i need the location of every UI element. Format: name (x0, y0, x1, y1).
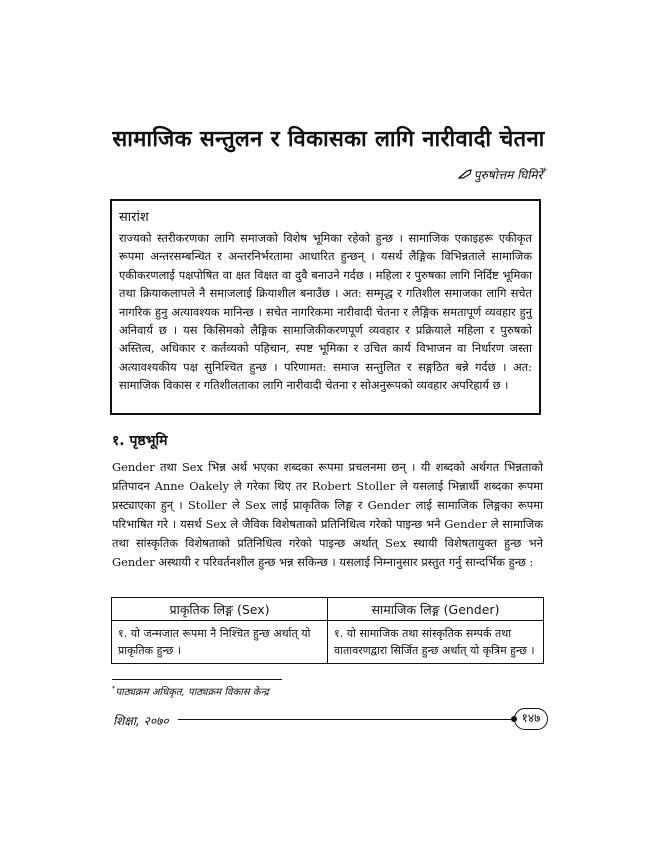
table-header-row (112, 598, 544, 621)
table-cell-gender: १. यो सामाजिक तथा सांस्कृतिक सम्पर्क तथा वातावरणद्वारा सिर्जित हुन्छ अर्थात् यो कृत्रिम हुन्छ । (328, 621, 544, 664)
footnote-text: पाठ्यक्रम अधिकृत, पाठ्यक्रम विकास केन्द्र (115, 687, 269, 698)
comparison-table (111, 597, 544, 664)
footer-rule (178, 719, 514, 720)
footnote-divider (112, 679, 282, 680)
table-row (112, 621, 544, 664)
author-name: पुरुषोत्तम घिमिरे (473, 168, 543, 182)
section-heading: १. पृष्ठभूमि (112, 433, 168, 449)
abstract-text: राज्यको स्तरीकरणका लागि समाजको विशेष भूमिका रहेको हुन्छ । सामाजिक एकाइहरू एकीकृत रूपमा अन्तरसम्बन्धित र अन्तरनिर्भरतामा आधारित हुन्छन् । यसर्थ लैङ्गिक विभिन्नताले सामाजिक एकीकरणलाई पक्षपोषित वा क्षत विक्षत वा दुवै बनाउने गर्दछ । महिला र पुरुषका लागि निर्दिष्ट भूमिका तथा क्रियाकलापले नै समाजलाई क्रियाशील बनाउँछ । अत: सम्मृद्ध र गतिशील समाजका लागि सचेत नागरिक हुनु अत्यावश्यक मानिन्छ । सचेत नागरिकमा नारीवादी चेतना र लैङ्गिक समतापूर्ण व्यवहार हुनु अनिवार्य छ । यस किसिमको लैङ्गिक सामाजिकीकरणपूर्ण व्यवहार र प्रक्रियाले महिला र पुरुषको अस्तित्व, अधिकार र कर्तव्यको पहिचान, स्पष्ट भूमिका र उचित कार्य विभाजन वा निर्धारण जस्ता अत्यावश्यकीय पक्ष सुनिश्चित हुन्छ । परिणामत: समाज सन्तुलित र सङ्गठित बन्ने गर्दछ । अत: सामाजिक विकास र गतिशीलताका लागि नारीवादी चेतना र सोअनुरूपको व्यवहार अपरिहार्य छ । (119, 231, 532, 393)
author-mark: * (542, 167, 547, 177)
footnote (112, 684, 269, 698)
table-header-sex: प्राकृतिक लिङ्ग (Sex) (112, 598, 328, 621)
journal-name: शिक्षा, २०७० (113, 714, 169, 728)
abstract-heading: सारांश (119, 210, 149, 225)
page-number: १४७ (514, 708, 548, 730)
footnote-mark: * (112, 684, 116, 693)
table-header-gender: सामाजिक लिङ्ग (Gender) (328, 598, 544, 621)
article-title: सामाजिक सन्तुलन र विकासका लागि नारीवादी चेतना (112, 127, 545, 152)
table-cell-sex: १. यो जन्मजात रूपमा नै निश्चित हुन्छ अर्थात् यो प्राकृतिक हुन्छ । (112, 621, 328, 664)
pen-nib-icon (458, 168, 472, 182)
abstract-box (110, 199, 541, 415)
section-paragraph: Gender तथा Sex भिन्न अर्थ भएका शब्दका रूपमा प्रचलनमा छन् । यी शब्दको अर्थगत भिन्नताको प्रतिपादन Anne Oakely ले गरेका थिए तर Robert Stoller ले यसलाई भिन्नार्थी शब्दका रूपमा प्रस्ट्याएका हुन् । Stoller ले Sex लाई प्राकृतिक लिङ्ग र Gender लाई सामाजिक लिङ्गका रूपमा परिभाषित गरे । यसर्थ Sex ले जैविक विशेषताको प्रतिनिधित्व गरेको पाइन्छ भने Gender ले सामाजिक तथा सांस्कृतिक विशेषताको प्रतिनिधित्व गरेको पाइन्छ अर्थात् Sex स्थायी विशेषतायुक्त हुन्छ भने Gender अस्थायी र परिवर्तनशील हुन्छ भन्न सकिन्छ । यसलाई निम्नानुसार प्रस्तुत गर्नु सान्दर्भिक हुन्छ : (112, 460, 543, 569)
author-line (458, 166, 547, 183)
